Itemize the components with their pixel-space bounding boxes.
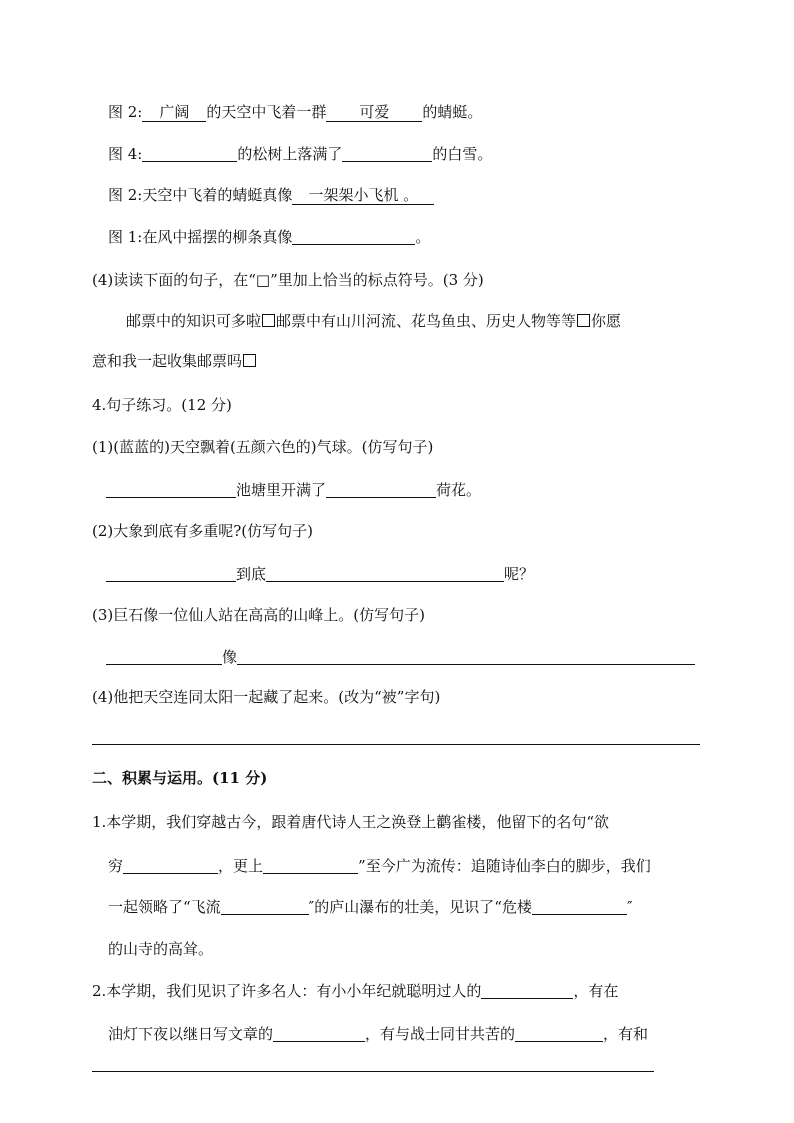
q2-line2-b: ，有与战士同甘共苦的 — [365, 1025, 516, 1043]
answer-text-1: 广阔 — [159, 103, 190, 121]
s2-q1-line1: 1.本学期，我们穿越古今，跟着唐代诗人王之涣登上鹳雀楼，他留下的名句“欲 — [92, 813, 609, 831]
fig2b-prefix: 图 2:天空中飞着的蜻蜓真像 — [108, 186, 293, 204]
q4-s2-answer-line — [106, 563, 534, 585]
answer-line-name-4[interactable] — [92, 1071, 654, 1072]
answer-text-2: 可爱 — [359, 103, 390, 121]
s2-q2-line1 — [92, 980, 618, 1002]
fig4-prefix: 图 4: — [108, 145, 143, 163]
fig2-line1 — [108, 101, 482, 123]
punctuation-box-1[interactable] — [262, 314, 275, 327]
s2-q1-line4: 的山寺的高耸。 — [108, 940, 214, 958]
q1-line3-c: ″ — [626, 898, 633, 916]
q2-line1-b: ，有在 — [573, 982, 619, 1000]
sentence-part3: 你愿 — [591, 312, 622, 330]
blank-name-1[interactable] — [481, 982, 573, 999]
blank-name-3[interactable] — [515, 1025, 603, 1042]
q1-line3-b: ″的庐山瀑布的壮美，见识了“危楼 — [308, 898, 532, 916]
punctuation-sentence-line2 — [92, 350, 257, 372]
s2-q1-line2 — [108, 855, 651, 877]
punctuation-sentence-line1 — [126, 310, 621, 332]
punctuation-question: (4)读读下面的句子，在“□”里加上恰当的标点符号。(3 分) — [92, 271, 484, 289]
q4-s3-question: (3)巨石像一位仙人站在高高的山峰上。(仿写句子) — [92, 606, 425, 624]
fig1-line — [108, 226, 430, 248]
q4-s2-question: (2)大象到底有多重呢?(仿写句子) — [92, 522, 313, 540]
fig2-suffix: 的蜻蜓。 — [422, 103, 483, 121]
sentence-part4: 意和我一起收集邮票吗 — [92, 352, 243, 370]
s2-end: 呢？ — [504, 565, 535, 583]
q2-line1-a: 2.本学期，我们见识了许多名人：有小小年纪就聪明过人的 — [92, 982, 482, 1000]
blank-fig4-2[interactable] — [342, 145, 432, 162]
q4-s1-answer-line — [106, 479, 481, 501]
q4-title: 4.句子练习。(12 分) — [92, 396, 232, 414]
s1-end: 荷花。 — [436, 481, 482, 499]
fig2-line2 — [108, 184, 434, 206]
blank-s1-2[interactable] — [326, 481, 436, 498]
fig1-suffix: 。 — [415, 228, 431, 246]
blank-s2-1[interactable] — [106, 565, 236, 582]
s2-mid: 到底 — [236, 565, 267, 583]
q2-line2-a: 油灯下夜以继日写文章的 — [108, 1025, 274, 1043]
answer-text-3: 一架架小飞机 。 — [308, 186, 419, 204]
blank-fig4-1[interactable] — [142, 145, 237, 162]
answer-blank-2[interactable] — [326, 103, 422, 122]
blank-poem-1[interactable] — [123, 857, 218, 874]
fig2-prefix: 图 2: — [108, 103, 143, 121]
fig4-line — [108, 143, 492, 165]
blank-s2-2[interactable] — [266, 565, 504, 582]
sentence-part1: 邮票中的知识可多啦 — [126, 312, 262, 330]
s3-mid: 像 — [222, 648, 238, 666]
punctuation-box-3[interactable] — [243, 354, 256, 367]
q1-line2-b: ，更上 — [218, 857, 264, 875]
blank-poem-3[interactable] — [221, 898, 309, 915]
punctuation-box-2[interactable] — [577, 314, 590, 327]
q4-s1-question: (1)(蓝蓝的)天空飘着(五颜六色的)气球。(仿写句子) — [92, 438, 434, 456]
answer-blank-1[interactable] — [142, 103, 206, 122]
q4-s3-answer-line — [106, 646, 695, 668]
fig4-mid: 的松树上落满了 — [237, 145, 343, 163]
blank-s1-1[interactable] — [106, 481, 236, 498]
fig1-prefix: 图 1:在风中摇摆的柳条真像 — [108, 228, 293, 246]
q1-line2-c: ”至今广为流传：追随诗仙李白的脚步，我们 — [358, 857, 651, 875]
fig4-suffix: 的白雪。 — [432, 145, 493, 163]
sentence-part2: 邮票中有山川河流、花鸟鱼虫、历史人物等等 — [276, 312, 577, 330]
blank-poem-4[interactable] — [532, 898, 627, 915]
s1-mid: 池塘里开满了 — [236, 481, 327, 499]
s2-q2-line2 — [108, 1023, 648, 1045]
blank-fig1[interactable] — [292, 228, 415, 245]
s2-q1-line3 — [108, 896, 633, 918]
q1-line2-a: 穷 — [108, 857, 124, 875]
blank-s3-1[interactable] — [106, 648, 222, 665]
answer-line-s4[interactable] — [92, 744, 700, 745]
q4-s4-question: (4)他把天空连同太阳一起藏了起来。(改为“被”字句) — [92, 688, 441, 706]
q1-line3-a: 一起领略了“飞流 — [108, 898, 221, 916]
blank-name-2[interactable] — [273, 1025, 365, 1042]
blank-s3-2[interactable] — [237, 648, 695, 665]
fig2-mid: 的天空中飞着一群 — [206, 103, 327, 121]
answer-blank-3[interactable] — [292, 186, 434, 205]
q2-line2-c: ，有和 — [603, 1025, 649, 1043]
blank-poem-2[interactable] — [263, 857, 358, 874]
section2-title: 二、积累与运用。(11 分) — [92, 769, 268, 787]
